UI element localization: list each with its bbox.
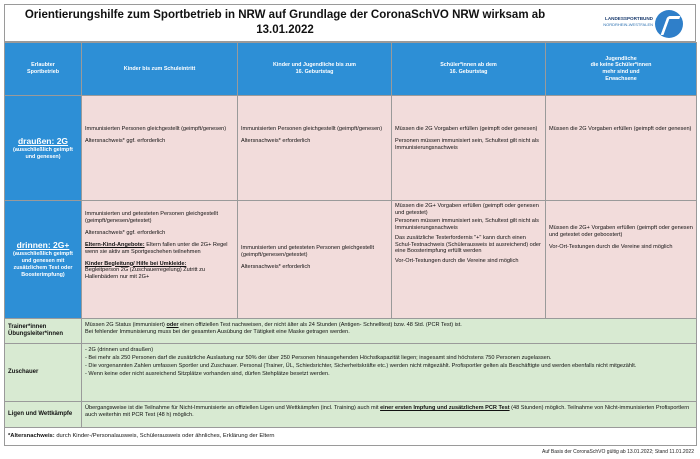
document-header xyxy=(4,4,696,42)
row-draussen xyxy=(5,96,697,201)
col-header-schueler-16: Schüler*innen ab dem 16. Geburtstag xyxy=(392,43,546,96)
table-header-row xyxy=(5,43,697,96)
cell-draussen-schueler-16: Müssen die 2G Vorgaben erfüllen (geimpft oder genesen) Personen müssen immunisiert sein, Schultest gilt nicht als Immunisierungsnachweis xyxy=(392,96,546,201)
cell-draussen-kinder-schuleintritt: Immunisierten Personen gleichgestellt (geimpft/genesen) Altersnachweis* ggf. erforderlich xyxy=(82,96,238,201)
row-header-ligen: Ligen und Wettkämpfe xyxy=(5,402,82,428)
rules-table xyxy=(4,42,697,446)
row-header-draussen: draußen: 2G (ausschließlich geimpft und genesen) xyxy=(5,96,82,201)
row-zuschauer xyxy=(5,344,697,402)
col-header-kinder-schuleintritt: Kinder bis zum Schuleintritt xyxy=(82,43,238,96)
landessportbund-logo-icon xyxy=(655,10,683,38)
row-header-zuschauer: Zuschauer xyxy=(5,344,82,402)
logo-sub: NORDRHEIN-WESTFALEN xyxy=(603,22,653,27)
cell-ligen: Übergangsweise ist die Teilnahme für Nicht-Immunisierte an offiziellen Ligen und Wettkämpfen (incl. Training) auch mit einer ersten Impfung und zusätzlichem PCR Test (48 Stunden) möglich. Teilnahme von Nicht-immunisierten Profisportlern auch weiterhin mit PCR Test (48 h) möglich. xyxy=(82,402,697,428)
row-footnote xyxy=(5,428,697,446)
row-header-drinnen: drinnen: 2G+ (ausschließlich geimpft und genesen mit zusätzlichem Test oder Boosterimpfung) xyxy=(5,201,82,319)
cell-draussen-kinder-16: Immunisierten Personen gleichgestellt (geimpft/genesen) Altersnachweis* erforderlich xyxy=(238,96,392,201)
footnote: *Altersnachweis: durch Kinder-/Personalausweis, Schülerausweis oder ähnliches, Erklärung der Eltern xyxy=(5,428,697,446)
cell-drinnen-erwachsene: Müssen die 2G+ Vorgaben erfüllen (geimpft oder genesen und getestet oder geboostert) Vor-Ort-Testungen durch die Vereine sind möglich xyxy=(546,201,697,319)
cell-trainer: Müssen 2G Status (immunisiert) oder einen offiziellen Test nachweisen, der nicht älter als 24 Stunden (Antigen- Schnelltest) bzw. 48 Std. (PCR Test) ist. Bei fehlender Immunisierung muss bei der gesamten Ausübung der Tätigkeit eine Maske getragen werden. xyxy=(82,319,697,344)
row-trainer xyxy=(5,319,697,344)
col-header-kinder-16: Kinder und Jugendliche bis zum 16. Geburtstag xyxy=(238,43,392,96)
row-drinnen xyxy=(5,201,697,319)
landessportbund-logo xyxy=(591,8,687,40)
row-ligen xyxy=(5,402,697,428)
cell-zuschauer: - 2G (drinnen und draußen) - Bei mehr als 250 Personen darf die zusätzliche Auslastung nur 50% der über 250 Personen hinausgehenden Höchstkapazität liegen; insgesamt sind höchstens 750 Personen zugelassen. - Die vorgenannten Zahlen umfassen Sportler und Zuschauer. Personal (Trainer, ÜL, Schiedsrichter, Sicherheitskräfte etc.) werden nicht mitgezählt. Profisportler gelten als Beschäftigte und werden ebenfalls nicht mitgezählt. - Wenn keine oder nicht ausreichend Sitzplätze vorhanden sind, dürfen Stehplätze besetzt werden. xyxy=(82,344,697,402)
document-title: Orientierungshilfe zum Sportbetrieb in NRW auf Grundlage der CoronaSchVO NRW wirksam ab 13.01.2022 xyxy=(24,9,546,36)
cell-drinnen-schueler-16: Müssen die 2G+ Vorgaben erfüllen (geimpft oder genesen und getestet) Personen müssen immunisiert sein, Schultest gilt nicht als Immunisierungsnachweis Das zusätzliche Testerfordernis "+" kann durch einen Schul-Testnachweis (Schülerausweis ist ausreichend) oder eine Boosterimpfung erfüllt werden Vor-Ort-Testungen durch die Vereine sind möglich xyxy=(392,201,546,319)
cell-draussen-erwachsene: Müssen die 2G Vorgaben erfüllen (geimpft oder genesen) xyxy=(546,96,697,201)
row-header-trainer: Trainer*innen Übungsleiter*innen xyxy=(5,319,82,344)
cell-drinnen-kinder-schuleintritt: Immunisierten und getesteten Personen gleichgestellt (geimpft/genesen/getestet) Altersnachweis* ggf. erforderlich Eltern-Kind-Angebote: Eltern fallen unter die 2G+ Regel wenn sie aktiv am Sportgeschehen teilnehmen Kinder Begleitung/ Hilfe bei Umkleide: Begleitperson 2G (Zuschauerregelung) Zutritt zu Hallenbädern nur mit 2G+ xyxy=(82,201,238,319)
col-header-sportbetrieb: Erlaubter Sportbetrieb xyxy=(5,43,82,96)
validity-note: Auf Basis der CoronaSchVO gültig ab 13.01.2022; Stand 11.01.2022 xyxy=(542,449,694,455)
cell-drinnen-kinder-16: Immunisierten und getesteten Personen gleichgestellt (geimpft/genesen/getestet) Altersnachweis* erforderlich xyxy=(238,201,392,319)
col-header-erwachsene: Jugendliche die keine Schüler*innen mehr sind und Erwachsene xyxy=(546,43,697,96)
logo-name: LANDESSPORTBUND xyxy=(605,16,653,21)
